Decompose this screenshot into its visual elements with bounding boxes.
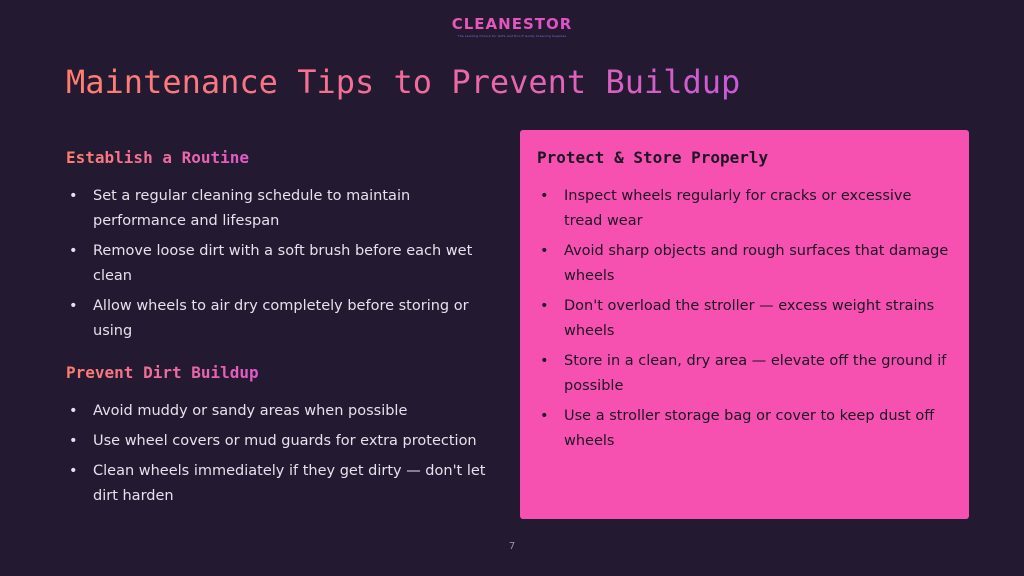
left-column: [66, 146, 496, 514]
list-item: • Allow wheels to air dry completely before storing or using: [66, 294, 496, 344]
brand-logo: [0, 14, 1024, 39]
logo-tagline: The Leading Choice for Gifts and Eco-Friendly Cleaning Supplies: [457, 34, 567, 38]
slide-title: Maintenance Tips to Prevent Buildup: [66, 60, 740, 104]
list-item: • Avoid sharp objects and rough surfaces that damage wheels: [537, 239, 953, 289]
logo-wordmark: CLEANESTOR: [0, 14, 1024, 34]
protect-list: [537, 184, 953, 454]
protect-store-card: [520, 130, 969, 519]
page-number: 7: [508, 541, 516, 552]
list-item: • Use a stroller storage bag or cover to keep dust off wheels: [537, 404, 953, 454]
list-item: • Don't overload the stroller — excess weight strains wheels: [537, 294, 953, 344]
routine-list: [66, 184, 496, 344]
list-item: • Avoid muddy or sandy areas when possible: [66, 399, 496, 424]
list-item: • Set a regular cleaning schedule to maintain performance and lifespan: [66, 184, 496, 234]
list-item: • Use wheel covers or mud guards for extra protection: [66, 429, 496, 454]
prevent-list: [66, 399, 496, 509]
section-heading-prevent: Prevent Dirt Buildup: [66, 361, 259, 385]
list-item: • Store in a clean, dry area — elevate off the ground if possible: [537, 349, 953, 399]
section-heading-routine: Establish a Routine: [66, 146, 249, 170]
card-heading: Protect & Store Properly: [537, 148, 769, 167]
list-item: • Remove loose dirt with a soft brush before each wet clean: [66, 239, 496, 289]
list-item: • Inspect wheels regularly for cracks or excessive tread wear: [537, 184, 953, 234]
list-item: • Clean wheels immediately if they get dirty — don't let dirt harden: [66, 459, 496, 509]
